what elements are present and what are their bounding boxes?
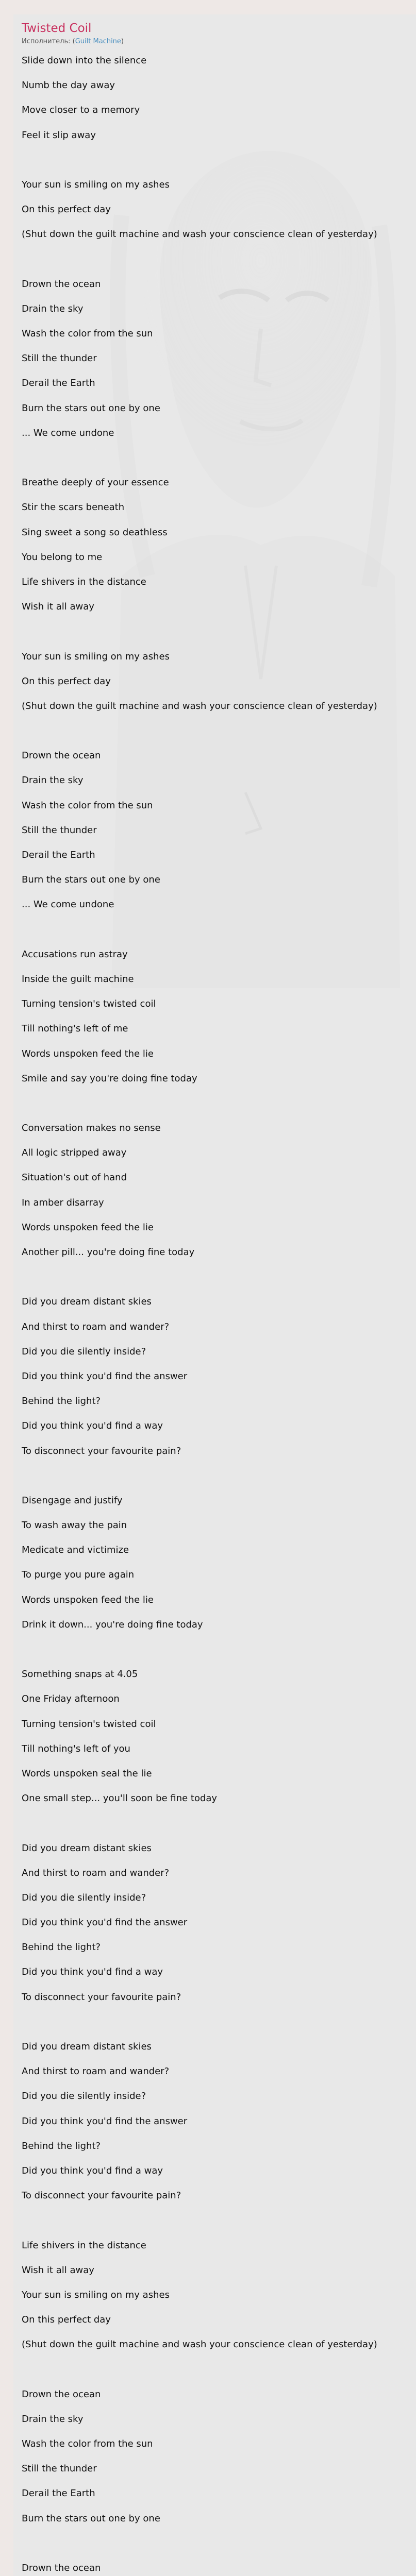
lyric-line: Your sun is smiling on my ashes xyxy=(22,179,170,190)
lyric-line: Burn the stars out one by one xyxy=(22,874,160,886)
lyric-line: One Friday afternoon xyxy=(22,1693,120,1705)
lyric-line: One small step... you'll soon be fine today xyxy=(22,1793,218,1804)
lyric-line: And thirst to roam and wander? xyxy=(22,1867,170,1878)
lyric-line: Words unspoken feed the lie xyxy=(22,1222,154,1233)
lyric-line: (Shut down the guilt machine and wash your conscience clean of yesterday) xyxy=(22,700,377,711)
lyric-line: Till nothing's left of you xyxy=(22,1743,130,1754)
lyric-line: Did you die silently inside? xyxy=(22,2091,146,2102)
lyric-line: You belong to me xyxy=(22,551,103,563)
lyric-line: (Shut down the guilt machine and wash your conscience clean of yesterday) xyxy=(22,229,377,240)
lyric-line: Inside the guilt machine xyxy=(22,973,134,985)
lyric-line: Drain the sky xyxy=(22,775,84,786)
artist-link[interactable]: Guilt Machine xyxy=(75,38,121,45)
stanza-break xyxy=(22,148,416,173)
lyric-line: To disconnect your favourite pain? xyxy=(22,2190,181,2201)
lyric-line: Drain the sky xyxy=(22,2413,84,2425)
lyric-line: Sing sweet a song so deathless xyxy=(22,527,168,538)
lyric-line: Another pill... you're doing fine today xyxy=(22,1247,195,1258)
lyrics-panel xyxy=(13,14,416,2576)
lyric-line: Words unspoken feed the lie xyxy=(22,1594,154,1605)
artist-line xyxy=(22,38,124,45)
lyric-line: Burn the stars out one by one xyxy=(22,402,160,414)
lyric-line: To wash away the pain xyxy=(22,1520,127,1531)
lyric-line: Derail the Earth xyxy=(22,850,95,860)
lyric-line: Derail the Earth xyxy=(22,2488,95,2499)
lyric-line: Medicate and victimize xyxy=(22,1545,129,1556)
lyric-line: Words unspoken feed the lie xyxy=(22,1048,154,1059)
lyric-line: All logic stripped away xyxy=(22,1147,127,1159)
lyric-line: Turning tension's twisted coil xyxy=(22,1718,156,1730)
lyric-line: Wish it all away xyxy=(22,601,94,613)
lyric-line: Life shivers in the distance xyxy=(22,2240,146,2251)
lyric-line: Wish it all away xyxy=(22,2264,94,2276)
stanza-break xyxy=(22,619,416,644)
lyric-line: Conversation makes no sense xyxy=(22,1123,161,1134)
lyric-line: Burn the stars out one by one xyxy=(22,2513,160,2524)
stanza-break xyxy=(22,1091,416,1116)
lyric-line: Still the thunder xyxy=(22,2463,97,2475)
lyric-line: ... We come undone xyxy=(22,427,114,438)
lyric-line: To purge you pure again xyxy=(22,1569,135,1581)
lyric-line: Drown the ocean xyxy=(22,2562,101,2573)
lyric-line: Slide down into the silence xyxy=(22,55,147,66)
lyric-line: Did you dream distant skies xyxy=(22,1296,152,1308)
lyric-line: Situation's out of hand xyxy=(22,1172,127,1183)
lyric-line: Drink it down... you're doing fine today xyxy=(22,1619,203,1630)
lyric-line: Wash the color from the sun xyxy=(22,328,153,340)
lyric-line: Your sun is smiling on my ashes xyxy=(22,2289,170,2300)
lyric-line: Words unspoken seal the lie xyxy=(22,1768,152,1779)
lyric-line: Drown the ocean xyxy=(22,750,101,761)
lyric-line: (Shut down the guilt machine and wash your conscience clean of yesterday) xyxy=(22,2339,377,2350)
lyric-line: Turning tension's twisted coil xyxy=(22,998,156,1010)
stanza-break xyxy=(22,446,416,470)
lyric-line: Behind the light? xyxy=(22,2140,101,2151)
lyric-line: Did you think you'd find the answer xyxy=(22,1917,188,1928)
lyric-line: Did you die silently inside? xyxy=(22,1892,146,1903)
stanza-break xyxy=(22,719,416,743)
lyric-line: Wash the color from the sun xyxy=(22,2438,153,2449)
lyric-line: Did you dream distant skies xyxy=(22,1842,152,1854)
lyric-line: Drown the ocean xyxy=(22,278,101,290)
lyric-line: Move closer to a memory xyxy=(22,105,140,116)
lyric-line: On this perfect day xyxy=(22,2314,111,2326)
lyric-line: And thirst to roam and wander? xyxy=(22,1321,170,1332)
lyric-line: Smile and say you're doing fine today xyxy=(22,1073,197,1084)
lyric-line: Till nothing's left of me xyxy=(22,1023,128,1035)
song-title: Twisted Coil xyxy=(22,22,92,35)
lyric-line: ... We come undone xyxy=(22,899,114,910)
stanza-break xyxy=(22,1265,416,1290)
lyric-line: Behind the light? xyxy=(22,1942,101,1953)
stanza-break xyxy=(22,918,416,942)
lyric-line: Drain the sky xyxy=(22,303,84,314)
lyric-line: Accusations run astray xyxy=(22,948,128,960)
lyric-line: And thirst to roam and wander? xyxy=(22,2066,170,2077)
lyric-line: Something snaps at 4.05 xyxy=(22,1669,138,1680)
lyric-line: Life shivers in the distance xyxy=(22,576,146,587)
lyric-line: Did you dream distant skies xyxy=(22,2041,152,2052)
stanza-break xyxy=(22,1637,416,1662)
stanza-break xyxy=(22,1811,416,1836)
lyric-line: On this perfect day xyxy=(22,204,111,215)
stanza-break xyxy=(22,2010,416,2035)
lyric-line: Did you think you'd find a way xyxy=(22,2165,163,2176)
lyric-line: Feel it slip away xyxy=(22,129,96,141)
lyric-line: Numb the day away xyxy=(22,80,115,91)
lyric-line: Did you think you'd find the answer xyxy=(22,1370,188,1382)
lyric-line: Your sun is smiling on my ashes xyxy=(22,651,170,662)
stanza-break xyxy=(22,2531,416,2556)
lyric-line: Did you think you'd find a way xyxy=(22,1967,163,1978)
lyrics-body xyxy=(22,48,416,2576)
lyric-line: Still the thunder xyxy=(22,353,97,364)
lyric-line: Stir the scars beneath xyxy=(22,502,125,513)
stanza-break xyxy=(22,247,416,272)
lyric-line: To disconnect your favourite pain? xyxy=(22,1991,181,2003)
lyric-line: Did you think you'd find a way xyxy=(22,1420,163,1432)
stanza-break xyxy=(22,1464,416,1488)
lyric-line: Drown the ocean xyxy=(22,2388,101,2400)
lyric-line: On this perfect day xyxy=(22,675,111,687)
lyric-line: In amber disarray xyxy=(22,1197,104,1208)
lyric-line: Still the thunder xyxy=(22,824,97,836)
lyric-line: To disconnect your favourite pain? xyxy=(22,1445,181,1456)
lyric-line: Disengage and justify xyxy=(22,1495,123,1506)
stanza-break xyxy=(22,2357,416,2382)
lyric-line: Did you think you'd find the answer xyxy=(22,2115,188,2127)
artist-paren-open: ( xyxy=(72,38,75,45)
lyric-line: Wash the color from the sun xyxy=(22,800,153,811)
lyric-line: Breathe deeply of your essence xyxy=(22,477,169,488)
lyric-line: Derail the Earth xyxy=(22,378,95,389)
artist-paren-close: ) xyxy=(121,38,124,45)
stanza-break xyxy=(22,2208,416,2233)
lyric-line: Did you die silently inside? xyxy=(22,1346,146,1357)
artist-prefix: Исполнитель: xyxy=(22,38,71,45)
lyric-line: Behind the light? xyxy=(22,1396,101,1407)
